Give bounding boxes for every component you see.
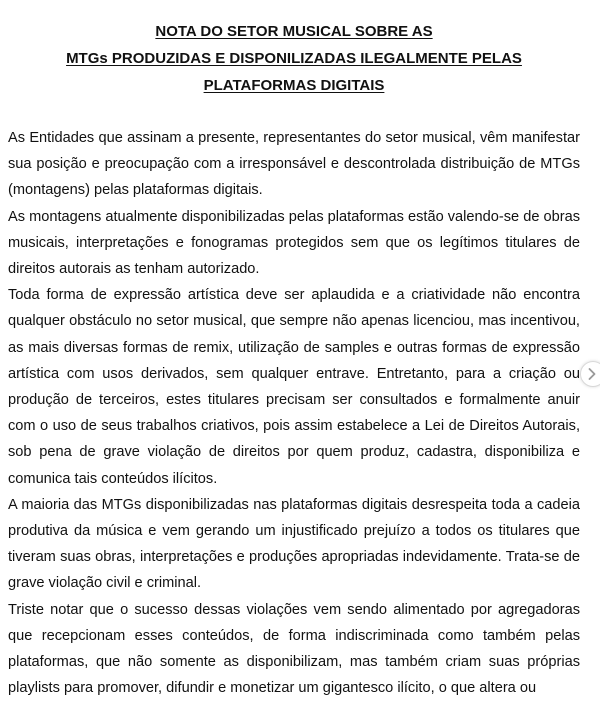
paragraph-3: Toda forma de expressão artística deve ser aplaudida e a criatividade não encontra qualquer obstáculo no setor musical, que sempre não apenas licenciou, mas incentivou, as mais diversas formas de remix, utilização de samples e outras formas de expressão artística com usos derivados, sem qualquer entrave. Entretanto, para a criação ou produção de terceiros, estes titulares precisam ser consultados e formalmente anuir com o uso de seus trabalhos criativos, pois assim estabelece a Lei de Direitos Autorais, sob pena de grave violação de direitos por quem produz, cadastra, disponibiliza e comunica tais conteúdos ilícitos. (8, 287, 580, 487)
document-title (8, 18, 580, 99)
title-line-1: NOTA DO SETOR MUSICAL SOBRE AS (155, 23, 433, 40)
chevron-right-icon (588, 368, 596, 380)
next-slide-button[interactable] (580, 361, 600, 387)
title-line-3: PLATAFORMAS DIGITAIS (203, 77, 385, 94)
paragraph-1: As Entidades que assinam a presente, representantes do setor musical, vêm manifestar sua posição e preocupação com a irresponsável e descontrolada distribuição de MTGs (montagens) pelas plataformas digitais. (8, 130, 580, 199)
document-body (8, 125, 580, 701)
paragraph-5: Triste notar que o sucesso dessas violações vem sendo alimentado por agregadoras que recepcionam esses conteúdos, de forma indiscriminada como também pelas plataformas, que não somente as disponibilizam, mas também criam suas próprias playlists para promover, difundir e monetizar um gigantesco ilícito, o que altera ou (8, 601, 580, 697)
document-page (8, 18, 580, 701)
paragraph-2: As montagens atualmente disponibilizadas pelas plataformas estão valendo-se de obras musicais, interpretações e fonogramas protegidos sem que os legítimos titulares de direitos autorais as tenham autorizado. (8, 208, 580, 278)
title-line-2: MTGs PRODUZIDAS E DISPONILIZADAS ILEGALMENTE PELAS (66, 50, 522, 67)
paragraph-4: A maioria das MTGs disponibilizadas nas plataformas digitais desrespeita toda a cadeia produtiva da música e vem gerando um injustificado prejuízo a todos os titulares que tiveram suas obras, interpretações e produções apropriadas indevidamente. Trata-se de grave violação civil e criminal. (8, 496, 580, 592)
